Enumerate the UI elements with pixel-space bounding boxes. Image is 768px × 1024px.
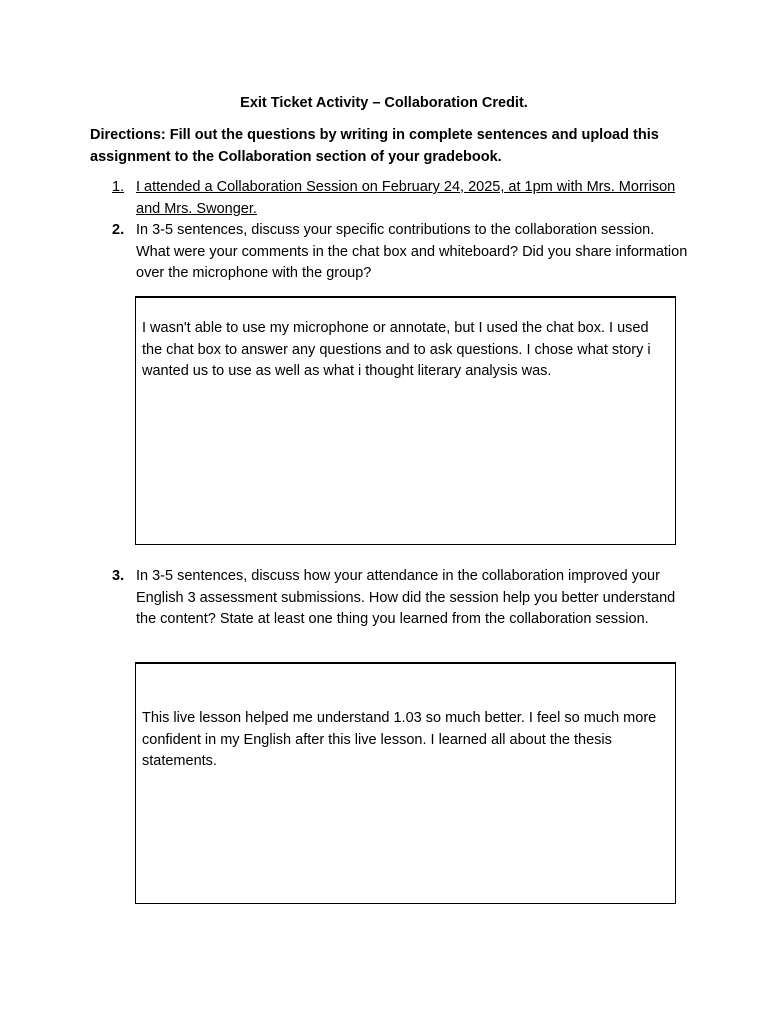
answer-box-question-3[interactable] bbox=[135, 662, 676, 904]
answer-text-question-2: I wasn't able to use my microphone or annotate, but I used the chat box. I used the chat box to answer any questions and to ask questions. I chose what story i wanted us to use as well as what i thought literary analysis was. bbox=[142, 320, 651, 379]
directions-text: Directions: Fill out the questions by writing in complete sentences and upload this assignment to the Collaboration section of your gradebook. bbox=[90, 127, 659, 165]
document-title: Exit Ticket Activity – Collaboration Credit. bbox=[240, 95, 528, 111]
question-2 bbox=[112, 220, 692, 285]
question-1 bbox=[112, 177, 692, 220]
question-3-text: In 3-5 sentences, discuss how your attendance in the collaboration improved your English 3 assessment submissions. How did the session help you better understand the content? State at least one thing you learned from the collaboration session. bbox=[136, 568, 676, 627]
question-1-text: I attended a Collaboration Session on February 24, 2025, at 1pm with Mrs. Morrison and Mrs. Swonger. bbox=[136, 179, 676, 217]
question-3-number: 3. bbox=[112, 568, 125, 584]
question-2-number: 2. bbox=[112, 222, 125, 238]
answer-text-question-3: This live lesson helped me understand 1.03 so much better. I feel so much more confident in my English after this live lesson. I learned all about the thesis statements. bbox=[142, 710, 657, 769]
question-1-number: 1. bbox=[112, 179, 125, 195]
question-2-text: In 3-5 sentences, discuss your specific contributions to the collaboration session. What were your comments in the chat box and whiteboard? Did you share information over the microphone with the group? bbox=[136, 222, 688, 281]
question-3 bbox=[112, 566, 692, 631]
answer-box-question-2[interactable] bbox=[135, 296, 676, 545]
